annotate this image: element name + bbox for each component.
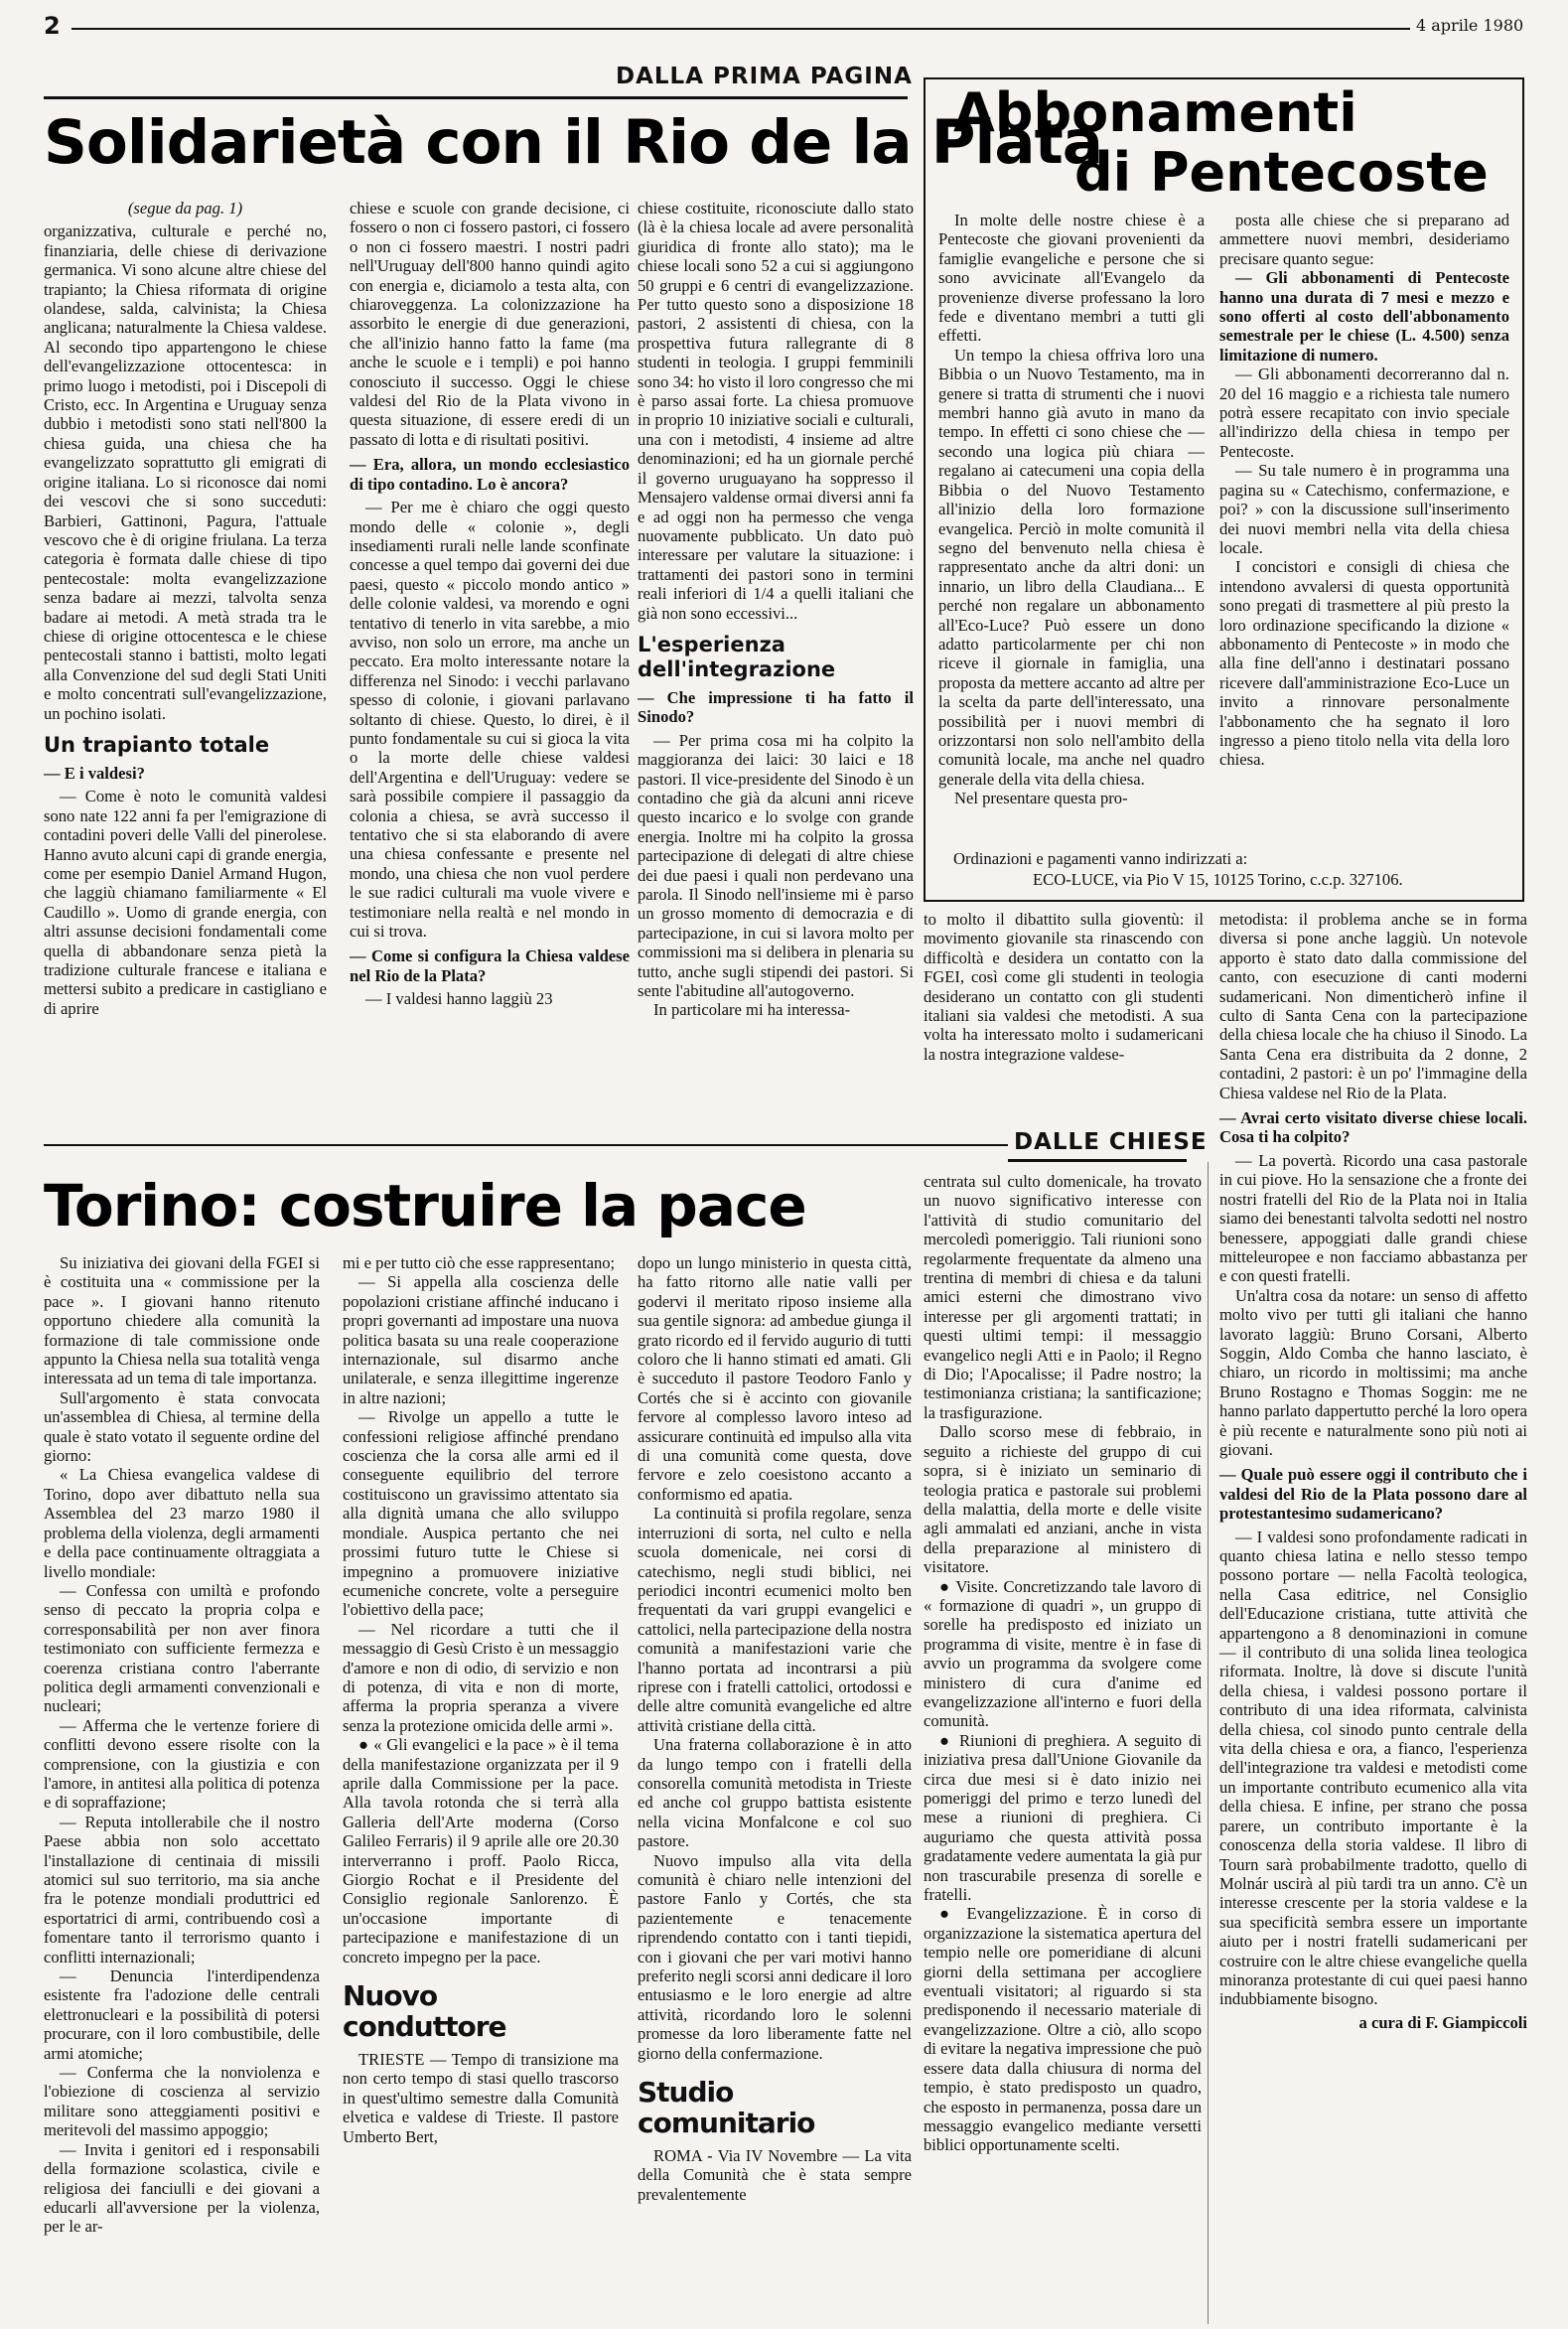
paragraph: TRIESTE — Tempo di transizione ma non certo tempo di stasi quello trascorso in quest'ultimo semestre dalla Comunità elvetica e valdese di Trieste. Il pastore Umberto Bert, <box>343 2050 619 2146</box>
torino-column-3 <box>638 1253 912 2326</box>
subheading-integrazione: L'esperienza dell'integrazione <box>638 632 836 681</box>
paragraph: Un tempo la chiesa offriva loro una Bibbia o un Nuovo Testamento, ma in genere si tratta di strumenti che i nuovi membri hanno già avuto in mano da tempo. In effetti ci sono chiese che — secondo una logica più chiara — regalano ai catecumeni una copia della Bibbia o del Nuovo Testamento all'inizio della loro formazione evangelica. Perciò in molte comunità il segno del benvenuto nella chiesa è rappresentato anche da altri doni: un innario, un libro della Claudiana... E perché non regalare un abbonamento all'Eco-Luce? Può essere un dono adatto particolarmente per chi non riceve il giornale in famiglia, una proposta da mettere accanto ad altre per la scelta da parte dell'interessato, una possibilità per i nuovi membri di orizzontarsi non solo nell'ambito della comunità locale, ma anche nel quadro generale della vita della chiesa. <box>938 345 1205 789</box>
paragraph: chiese e scuole con grande decisione, ci fossero o non ci fossero pastori, ci fossero o non ci fossero maestri. I nostri padri nell'Uruguay dell'800 hanno quindi agito con energia e, diciamolo a testa alta, con chiaroveggenza. La colonizzazione ha assorbito le energie di due generazioni, che all'inizio hanno fatto la fame (ma anche le scuole e i templi) e poi hanno conosciuto il successo. Oggi le chiese valdesi del Rio de la Plata vivono in questa situazione, di essere eredi di un passato di lotta e di risultati positivi. <box>350 199 630 449</box>
paragraph: ● Evangelizzazione. È in corso di organizzazione la sistematica apertura del tempio nelle ore pomeridiane di alcuni giorni della settimana per accogliere eventuali visitatori; al riguardo si sta predisponendo il necessario materiale di evangelizzazione. Oltre a ciò, allo scopo di evitare la negativa impressione che può essere data dalla chiusura di norma del tempio, è stato predisposto un quadro, che esposto in permanenza, possa dare un messaggio evangelico mediante versetti biblici opportunamente scelti. <box>924 1904 1202 2155</box>
subheading-trapianto: Un trapianto totale <box>44 732 270 757</box>
question: — Come si configura la Chiesa valdese nel Rio de la Plata? <box>350 946 630 985</box>
paragraph: — Denuncia l'interdipendenza esistente fra l'adozione delle centrali elettronucleari e la possibilità di potersi procurare, con il loro combustibile, delle armi atomiche; <box>44 1966 320 2063</box>
paragraph: — La povertà. Ricordo una casa pastorale in cui piove. Ho la sensazione che a fronte dei nostri fratelli del Rio de la Plata noi in Italia siamo dei benestanti talvolta sedotti nel nostro benessere, appoggiati dalle grandi chiese mitteleuropee e non facciamo abbastanza per e con questi fratelli. <box>1219 1150 1527 1286</box>
paragraph: ● Riunioni di preghiera. A seguito di iniziativa presa dall'Unione Giovanile da circa due mesi si è dato inizio nei pomeriggi del primo e terzo lunedì del mese a riunioni di preghiera. Ci auguriamo che questa attività possa gradatamente vedere aumentata la già pur non trascurabile presenza di sorelle e fratelli. <box>924 1730 1202 1905</box>
question: — Era, allora, un mondo ecclesiastico di tipo contadino. Lo è ancora? <box>350 455 630 494</box>
header-rule <box>71 28 1427 30</box>
subheading-line: Studio <box>638 2076 734 2110</box>
article1-column-2 <box>350 199 630 1192</box>
paragraph: Nel presentare questa pro- <box>954 789 1128 808</box>
signature: a cura di F. Giampiccoli <box>1358 2012 1527 2032</box>
question: — Quale può essere oggi il contributo che i valdesi del Rio de la Plata possono dare al protestantesimo sudamericano? <box>1219 1465 1527 1524</box>
subheading-nuovo-conduttore <box>343 1980 619 2042</box>
article1-column-5 <box>1219 910 1527 2320</box>
section-kicker: DALLE CHIESE <box>1008 1129 1213 1155</box>
article1-column-3 <box>638 199 914 1192</box>
subheading-studio-comunitario <box>638 2077 912 2138</box>
paragraph: — Gli abbonamenti decorreranno dal n. 20 del 16 maggio e a richiesta tale numero potrà essere recapitato con invio speciale all'indirizzo della chiesa in tempo per Pentecoste. <box>1219 364 1509 461</box>
torino-column-4 <box>924 1172 1202 2324</box>
paragraph: — Confessa con umiltà e profondo senso di peccato la propria colpa e corresponsabilità per non aver finora testimoniato con sufficiente fermezza e coerenza cristiana contro l'aberrante politica degli armamenti convenzionali e nucleari; <box>44 1580 320 1716</box>
paragraph: — I valdesi hanno laggiù 23 <box>365 989 553 1009</box>
page-date: 4 aprile 1980 <box>1410 16 1523 35</box>
torino-column-1 <box>44 1253 320 2326</box>
question: — Che impressione ti ha fatto il Sinodo? <box>638 687 914 727</box>
paragraph: La continuità si profila regolare, senza interruzioni di sorta, nel culto e nella scuola domenicale, nei corsi di catechismo, negli studi biblici, nei periodici incontri ecumenici molto ben frequentati da vari gruppi evangelici e cattolici, nella partecipazione della nostra comunità a manifestazioni varie che l'hanno portata ad incontrarsi a più riprese con i fratelli cattolici, ortodossi e delle altre comunità evangeliche ed altre attività cristiane della città. <box>638 1504 912 1735</box>
question: — Avrai certo visitato diverse chiese locali. Cosa ti ha colpito? <box>1219 1108 1527 1147</box>
paragraph: — Come è noto le comunità valdesi sono nate 122 anni fa per l'emigrazione di contadini poveri delle Valli del pinerolese. Hanno avuto alcuni capi di grande energia, come per esempio Daniel Armand Hugon, che laggiù chiamano familiarmente « El Caudillo ». Uomo di grande energia, con altri assunse decisioni fondamentali come quella di abbandonare senza pietà la tradizione culturale francese e italiana e mettersi subito a predicare in castigliano e di aprire <box>44 787 327 1018</box>
paragraph: Nuovo impulso alla vita della comunità è chiaro nelle intenzioni del pastore Fanlo y Cortés, che sta pazientemente e tenacemente riprendendo contatto con i tanti tiepidi, con i giovani che per vari motivi hanno preferito negli scorsi anni dedicare il loro entusiasmo e le loro energie ad altre attività, ricordando loro le solenni promesse da loro liberamente fatte nel giorno della confermazione. <box>638 1850 912 2063</box>
torino-column-2 <box>343 1253 619 2326</box>
paragraph: — Invita i genitori ed i responsabili della formazione scolastica, civile e religiosa dei fanciulli e dei giovani a educarli all'avversione per la violenza, per le ar- <box>44 2139 320 2237</box>
paragraph: — Reputa intollerabile che il nostro Paese abbia non solo accettato l'installazione di centinaia di missili atomici sul suo territorio, ma sia anche fra le potenze mondiali produttrici ed esportatrici di armi, contribuendo così a fomentare tanto il terrorismo quanto i conflitti internazionali; <box>44 1812 320 1966</box>
paragraph: mi e per tutto ciò che esse rappresentano; <box>343 1253 616 1272</box>
paragraph: organizzativa, culturale e perché no, finanziaria, delle chiese di derivazione germanica. Vi sono alcune altre chiese del trapianto; la Chiesa riformata di origine olandese, salda, calvinista; la Chiesa anglicana; naturalmente la Chiesa valdese. Al secondo tipo appartengono le chiese dell'evangelizzazione ottocentesca: in primo luogo i metodisti, poi i Discepoli di Cristo, ecc. In Argentina e Uruguay senza dubbio i metodisti sono stati nell'800 la chiesa guida, una chiesa che ha evangelizzato soprattutto gli emigrati di origine italiana. Lo si riconosce dai nomi dei vescovi che si sono succeduti: Barbieri, Gattinoni, Pagura, l'attuale vescovo che è di origine friulana. La terza categoria è formata dalle chiese di tipo pentecostale: molta evangelizzazione senza badare ai mezzi, talvolta senza badare ai metodi. A metà strada tra le chiese di origine ottocentesca e le chiese pentecostali stanno i battisti, molto legati alla Convenzione del sud degli Stati Uniti e molto concentrati sull'evangelizzazione, un pochino isolati. <box>44 221 327 723</box>
paragraph: — Conferma che la nonviolenza e l'obiezione di coscienza al servizio militare sono atteggiamenti positivi e meritevoli del massimo appoggio; <box>44 2063 320 2140</box>
paragraph: ● « Gli evangelici e la pace » è il tema della manifestazione organizzata per il 9 aprile dalla Commissione per la pace. Alla tavola rotonda che si terrà alla Galleria dell'Arte moderna (Corso Galileo Ferraris) il 9 aprile alle ore 20.30 interverranno i proff. Paolo Ricca, Giorgio Rochat e il Presidente del Consiglio regionale Sanlorenzo. È un'occasione importante di partecipazione e manifestazione di un concreto impegno per la pace. <box>343 1735 619 1966</box>
paragraph: In particolare mi ha interessa- <box>653 1000 851 1020</box>
paragraph: posta alle chiese che si preparano ad ammettere nuovi membri, desideriamo precisare quanto segue: <box>1219 211 1509 268</box>
article-title: Solidarietà con il Rio de la Plata <box>44 107 1102 178</box>
article1-column-1 <box>44 199 327 1192</box>
paragraph: Una fraterna collaborazione è in atto da lungo tempo con i fratelli della consorella comunità metodista in Trieste ed anche col gruppo battista esistente nella vicina Monfalcone e col suo pastore. <box>638 1735 912 1851</box>
paragraph: Sull'argomento è stata convocata un'assemblea di Chiesa, al termine della quale è stato votato il seguente ordine del giorno: <box>44 1387 320 1466</box>
torino-title: Torino: costruire la pace <box>44 1172 806 1239</box>
question: — E i valdesi? <box>44 763 145 783</box>
segue-note: (segue da pag. 1) <box>127 199 243 218</box>
paragraph: In molte delle nostre chiese è a Pentecoste che giovani provenienti da famiglie evangeliche e persone che si sono avvicinate all'Evangelo da provenienze diverse professano la loro fede e diventano membri a tutti gli effetti. <box>938 211 1205 346</box>
paragraph: — Afferma che le vertenze foriere di conflitti devono essere risolte con la comprensione, con la giustizia e con l'amore, in antitesi alla politica di potenza e di sopraffazione; <box>44 1715 320 1813</box>
page-number: 2 <box>44 12 61 40</box>
subheading-line: comunitario <box>638 2107 815 2140</box>
paragraph: — Gli abbonamenti di Pentecoste hanno una durata di 7 mesi e mezzo e sono offerti al costo dell'abbonamento semestrale per le chiese (L. 4.500) senza limitazione di numero. <box>1219 268 1509 364</box>
paragraph: — Rivolge un appello a tutte le confessioni religiose affinché prendano coscienza che la corsa alle armi ed il conseguente equilibrio del terrore costituiscono un gravissimo attentato sia alla dignità umana che allo sviluppo mondiale. Auspica pertanto che nei prossimi futuro tutte le Chiese si impegnino a promuovere iniziative ecumeniche concrete, volte a perseguire l'obiettivo della pace; <box>343 1407 619 1620</box>
article-kicker: DALLA PRIMA PAGINA <box>616 64 913 89</box>
article1-column-4 <box>924 910 1204 1138</box>
paragraph: centrata sul culto domenicale, ha trovato un nuovo significativo interesse con l'attività di studio comunitario del mercoledì pomeriggio. Tali riunioni sono regolarmente frequentate da almeno una trentina di membri di chiesa e da taluni amici esterni che dimostrano vivo interesse per gli argomenti trattati; in questi ultimi tempi: il messaggio evangelico negli Atti e in Paolo; il Regno di Dio; l'Apocalisse; il Padre nostro; la testimonianza cristiana; la santificazione; la trasfigurazione. <box>924 1172 1202 1422</box>
paragraph: I concistori e consigli di chiesa che intendono avvalersi di questa opportunità sono pregati di trasmettere al più presto la loro ordinazione specificando la dizione « abbonamento di Pentecoste » in modo che alla fine dell'anno i destinatari possano ricevere dall'amministrazione Eco-Luce un invito a rinnovare personalmente l'abbonamento che ha segnato il loro ingresso a pieno titolo nella vita della loro chiesa. <box>1219 557 1509 770</box>
paragraph: chiese costituite, riconosciute dallo stato (là è la chiesa locale ad avere personalità giuridica di fronte allo stato); ma le chiese locali sono 52 a cui si aggiungono 50 gruppi e 6 centri di evangelizzazione. Per tutto questo sono a disposizione 18 pastori, 2 assistenti di chiesa, con la prospettiva futura rallegrante di 8 studenti in teologia. I gruppi femminili sono 34: ho visto il loro congresso che mi è parso assai forte. La chiesa promuove in proprio 10 iniziative sociali e culturali, una con i metodisti, 4 insieme ad altre denominazioni; ed ha un giornale perché il governo uruguayano ha soppresso il Mensajero valdense ormai diversi anni fa e ad oggi non ha permesso che venga nuovamente pubblicato. Un dato può interessare per valutare la situazione: i trattamenti dei pastori sono in termini reali inferiori di 1/4 a quelli italiani che già non sono eccessivi... <box>638 199 914 623</box>
box-footer-1: Ordinazioni e pagamenti vanno indirizzati a: <box>953 849 1248 868</box>
paragraph: to molto il dibattito sulla gioventù: il movimento giovanile sta rinascendo con difficoltà e desidera un contatto con la FGEI, così come gli studenti in teologia desiderano un contatto con gli studenti italiani sia valdesi che metodisti. A sua volta ha interessato molto i sudamericani la nostra integrazione valdese- <box>924 910 1204 1064</box>
paragraph: dopo un lungo ministerio in questa città, ha fatto ritorno alle natie valli per godervi il meritato riposo insieme alla sua gentile signora: ad ambedue giunga il grato ricordo ed il fervido augurio di tutti coloro che li hanno stimati ed amati. Gli è succeduto il pastore Teodoro Fanlo y Cortés che si è accinto con giovanile fervore al complesso lavoro inteso ad assicurare continuità ed impulso alla vita di una comunità come questa, dove fervore e zelo coesistono accanto a conformismo ed apatia. <box>638 1253 912 1504</box>
paragraph: Su iniziativa dei giovani della FGEI si è costituita una « commissione per la pace ». I giovani hanno ritenuto opportuno chiedere alla comunità la formazione di tale commissione onde appunto la Chiesa nella sua totalità venga interessata ad un tema di tale importanza. <box>44 1253 320 1388</box>
paragraph: « La Chiesa evangelica valdese di Torino, dopo aver dibattuto nella sua Assemblea del 23 marzo 1980 il problema della violenza, degli armamenti e della pace continuamente oltraggiata a livello mondiale: <box>44 1465 320 1581</box>
box-footer-2: ECO-LUCE, via Pio V 15, 10125 Torino, c.c.p. 327106. <box>1033 870 1403 889</box>
box-column-2 <box>1219 211 1509 846</box>
paragraph: — I valdesi sono profondamente radicati in quanto chiesa latina e nello stesso tempo possono portare — nella Facoltà teologica, nella Casa editrice, nel Consiglio dell'Educazione cristiana, tutte attività che appartengono a 8 denominazioni in comune — il contributo di una solida linea teologica riformata. Inoltre, là dove si discute l'unità della chiesa, i valdesi possono portare il contributo di una idea riformata, calvinista della chiesa, col sinodo punto centrale della vita della chiesa e ora, a fianco, l'esperienza dell'integrazione tra valdesi e metodisti come un importante contributo ecumenico alla vita della chiesa. E infine, per strano che possa parere, un contributo importante è la conoscenza della storia valdese. Il libro di Tourn sarà probabilmente tradotto, quello di Molnár uscirà al più tardi tra un anno. C'è un interesse crescente per la storia valdese e la sua specificità sembra essere un importante aiuto per i nostri fratelli sudamericani per costruire con le altre chiese evangeliche quella minoranza protestante di cui quei paesi hanno indubbiamente bisogno. <box>1219 1527 1527 2009</box>
paragraph: ROMA - Via IV Novembre — La vita della Comunità che è stata sempre prevalentemente <box>638 2146 912 2204</box>
subheading-line: Nuovo <box>343 1979 438 2013</box>
paragraph: — Per me è chiaro che oggi questo mondo delle « colonie », degli insediamenti rurali nelle lande sconfinate concesse a quel tempo dai governi dei due paesi, questo « piccolo mondo antico » delle colonie valdesi, va morendo e ogni tentativo di tenerlo in vita sarebbe, a mio avviso, non solo un errore, ma anche un peccato. Era molto interessante notare la differenza nel Sinodo: i vecchi parlavano spesso di colonie, i giovani parlavano soltanto di chiese. Questo, lo direi, è il punto fondamentale su cui si gioca la vita o la morte delle chiese valdesi dell'Argentina e dell'Uruguay: vedere se sarà possibile compiere il passaggio da colonia a chiesa, se avrà successo il tentativo che si sta elaborando di avere una chiesa confessante e presente nel mondo, una chiesa che non vuol perdere le sue radici culturali ma vuole vivere e testimoniare nella realtà e nel mondo in cui si trova. <box>350 498 630 942</box>
subheading-line: conduttore <box>343 2010 506 2044</box>
paragraph: — Per prima cosa mi ha colpito la maggioranza dei laici: 30 laici e 18 pastori. Il vice-presidente del Sinodo è un contadino che già da alcuni anni riceve questo incarico e lo svolge con grande energia. Inoltre mi ha colpito la grossa partecipazione di delegati di altre chiese dei due paesi i quali non perdevano una parola. Il Sinodo nell'insieme mi è parso un grosso momento di democrazia e di partecipazione, in cui si lavora molto per commissioni ma si delibera in plenaria su tutto, anche sugli stipendi dei pastori. Si sente l'abitudine all'autogoverno. <box>638 730 914 1001</box>
paragraph: — Nel ricordare a tutti che il messaggio di Gesù Cristo è un messaggio d'amore e non di odio, di servizio e non di potenza, di vita e non di morte, afferma la propria speranza a vivere senza la protezione omicida delle armi ». <box>343 1619 619 1735</box>
column-divider <box>1208 1162 1209 2324</box>
box-title-line-1: Abbonamenti <box>953 81 1357 144</box>
paragraph: Un'altra cosa da notare: un senso di affetto molto vivo per tutti gli italiani che hanno lavorato laggiù: Bruno Corsani, Alberto Soggin, Aldo Comba che hanno lasciato, è chiaro, un ricordo in moltissimi; ma anche Bruno Rostagno e Thomas Soggin: me ne hanno parlato dappertutto perché la loro opera è più recente e naturalmente sono più noti ai giovani. <box>1219 1285 1527 1459</box>
paragraph: ● Visite. Concretizzando tale lavoro di « formazione di quadri », un gruppo di sorelle ha predisposto ed iniziato un programma di visite, mentre è in fase di avvio un programma da svolgere come ministero di cura d'anime ed evangelizzazione all'interno e fuori della comunità. <box>924 1576 1202 1731</box>
paragraph: metodista: il problema anche se in forma diversa si pone anche laggiù. Un notevole apporto è stato dato dalla commissione del canto, con esecuzione di canti moderni sudamericani. Non dimenticherò infine il culto di Santa Cena con la partecipazione della chiesa locale che ha chiuso il Sinodo. La Santa Cena era distribuita da 2 donne, 2 contadini, 2 pastori: è un po' l'immagine della Chiesa valdese nel Rio de la Plata. <box>1219 910 1527 1102</box>
paragraph: — Su tale numero è in programma una pagina su « Catechismo, confermazione, e poi? » con la discussione sull'inserimento dei nuovi membri nella vita della chiesa locale. <box>1219 461 1509 557</box>
paragraph: — Si appella alla coscienza delle popolazioni cristiane affinché inducano i propri governanti ad impostare una nuova politica basata su una reale cooperazione internazionale, sul disarmo anche unilaterale, e senza illegittime ingerenze in altre nazioni; <box>343 1272 619 1407</box>
box-title-line-2: di Pentecoste <box>1074 141 1489 204</box>
section-kicker-rule <box>1008 1159 1187 1162</box>
box-column-1 <box>938 211 1205 846</box>
kicker-rule <box>44 96 908 99</box>
paragraph: Dallo scorso mese di febbraio, in seguito a richieste del gruppo di cui sopra, si è iniziato un seminario di teologia pratica e pastorale sui problemi della malattia, della morte e delle visite agli ammalati ed anziani, anche in vista della preparazione al ministero di visitatore. <box>924 1422 1202 1577</box>
